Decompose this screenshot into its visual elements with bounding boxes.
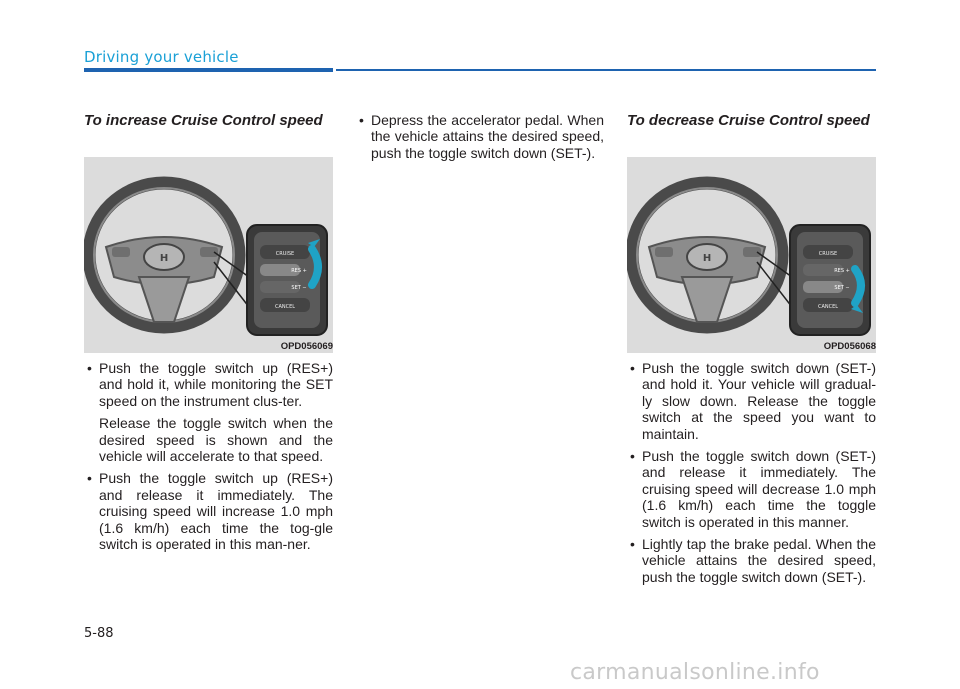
- list-item: • Push the toggle switch up (RES+) and hold it, while monitoring the SET speed on the instrument clus-ter.: [84, 360, 333, 409]
- figure-code: OPD056068: [823, 341, 876, 352]
- label-res: RES +: [291, 268, 307, 274]
- steering-wheel-illustration: [627, 157, 876, 353]
- page-number: 5-88: [84, 626, 114, 641]
- list-item: • Depress the accelerator pedal. When the vehicle attains the desired speed, push the toggle switch down (SET-).: [356, 112, 604, 161]
- label-cancel: CANCEL: [274, 304, 296, 310]
- header-rule-dark: [84, 68, 333, 72]
- indent-paragraph: Release the toggle switch when the desired speed is shown and the vehicle will accelerate to that speed.: [99, 415, 333, 465]
- list-item: • Lightly tap the brake pedal. When the vehicle attains the desired speed, push the toggle switch down (SET-).: [627, 536, 876, 585]
- list-item: • Push the toggle switch down (SET-) and release it immediately. The cruising speed will decrease 1.0 mph (1.6 km/h) each time the toggle switch is operated in this manner.: [627, 448, 876, 530]
- label-cancel: CANCEL: [817, 304, 839, 310]
- left-text: [84, 360, 333, 558]
- label-set: SET −: [291, 285, 307, 291]
- label-cruise: CRUISE: [275, 251, 295, 257]
- header-rule-light: [336, 69, 876, 71]
- figure-steering-res: [84, 157, 333, 353]
- middle-text: [356, 112, 604, 167]
- svg-text:H: H: [159, 253, 169, 264]
- list-item: • Push the toggle switch down (SET-) and hold it. Your vehicle will gradual-ly slow down. Release the toggle switch at the speed you want to maintain.: [627, 360, 876, 442]
- label-cruise: CRUISE: [818, 251, 838, 257]
- decrease-speed-heading: To decrease Cruise Control speed: [627, 112, 870, 129]
- label-set: SET −: [834, 285, 850, 291]
- section-title: Driving your vehicle: [84, 48, 239, 66]
- label-res: RES +: [834, 268, 850, 274]
- increase-speed-heading: To increase Cruise Control speed: [84, 112, 323, 129]
- watermark: carmanualsonline.info: [570, 660, 820, 685]
- steering-wheel-illustration: [84, 157, 333, 353]
- list-item: • Push the toggle switch up (RES+) and release it immediately. The cruising speed will increase 1.0 mph (1.6 km/h) each time the tog-gle switch is operated in this man-ner.: [84, 470, 333, 552]
- figure-steering-set: [627, 157, 876, 353]
- right-text: [627, 360, 876, 591]
- svg-text:H: H: [702, 253, 712, 264]
- figure-code: OPD056069: [280, 341, 333, 352]
